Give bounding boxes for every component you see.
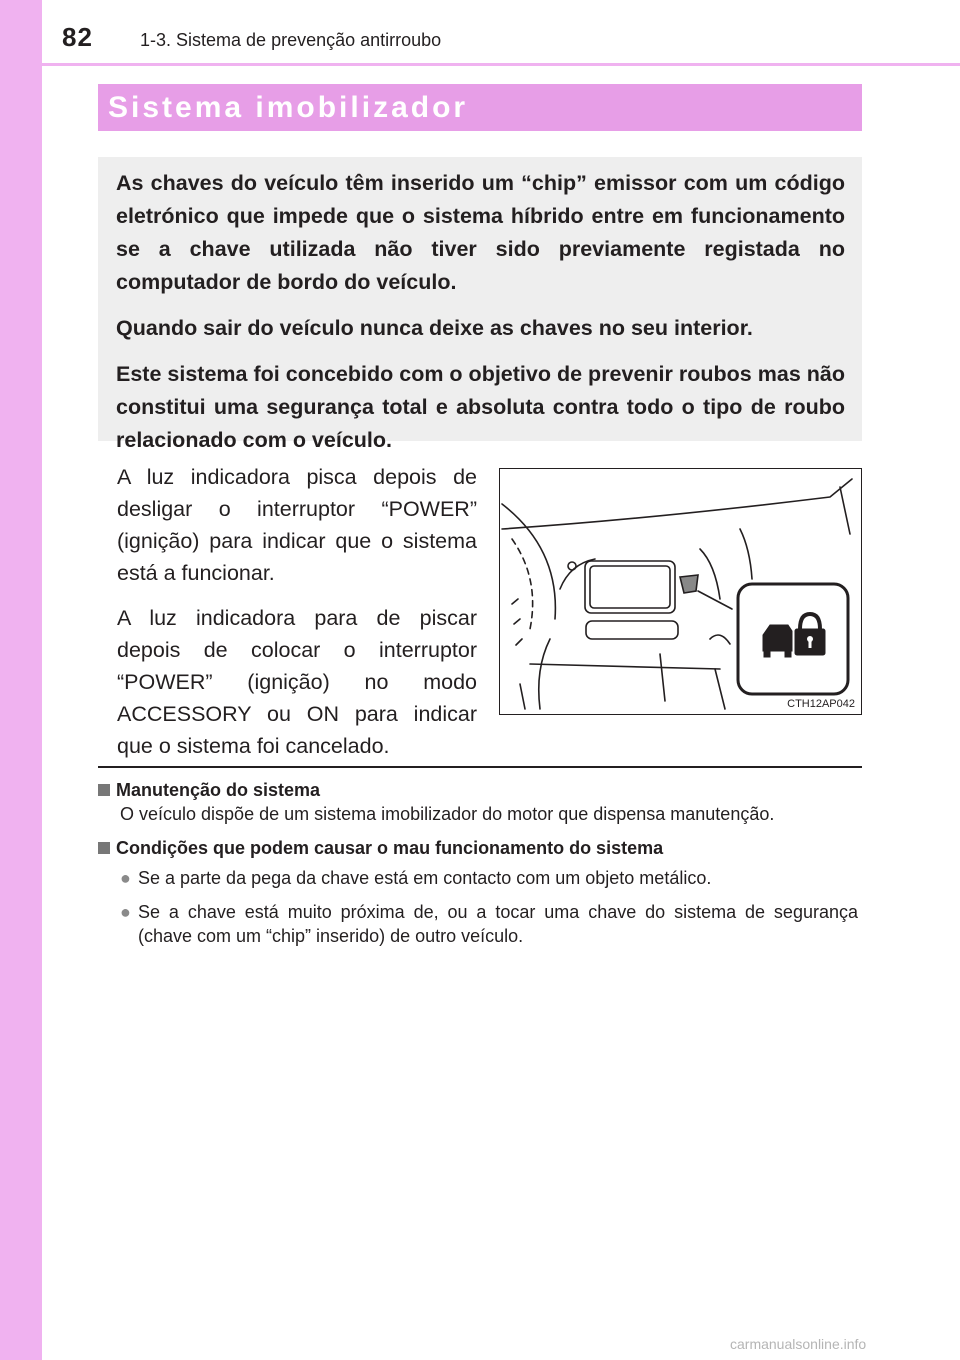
circle-bullet-icon: ● (120, 868, 131, 888)
body-paragraph: A luz indicadora para de piscar depois de colocar o interruptor “POWER” (ignição) no modo ACCESSORY ou ON para indicar que o sistema foi cancelado. (117, 606, 477, 758)
list-item (120, 866, 858, 890)
figure-code: CTH12AP042 (787, 698, 855, 710)
body-column (117, 461, 477, 775)
note-text: O veículo dispõe de um sistema imobilizador do motor que dispensa manutenção. (120, 804, 775, 824)
intro-paragraph: As chaves do veículo têm inserido um “chip” emissor com um código eletrónico que impede que o sistema híbrido entre em funcionamento se a chave utilizada não tiver sido previamente registada no computador de bordo do veículo. (116, 171, 845, 294)
dashboard-illustration (499, 468, 862, 715)
square-bullet-icon (98, 784, 110, 796)
section-divider (98, 766, 862, 768)
note-heading (98, 836, 858, 860)
intro-box (98, 157, 862, 452)
square-bullet-icon (98, 842, 110, 854)
chapter-side-strip (0, 0, 42, 1360)
note-heading (98, 778, 858, 802)
section-title: Sistema imobilizador (98, 84, 862, 131)
intro-paragraph: Quando sair do veículo nunca deixe as chaves no seu interior. (116, 316, 753, 340)
note-heading-text: Condições que podem causar o mau funcionamento do sistema (116, 838, 664, 858)
note-heading-text: Manutenção do sistema (116, 780, 321, 800)
watermark: carmanualsonline.info (730, 1336, 867, 1352)
circle-bullet-icon: ● (120, 902, 131, 922)
list-item-text: Se a chave está muito próxima de, ou a tocar uma chave do sistema de segurança (chave com um “chip” inserido) de outro veículo. (138, 902, 858, 946)
intro-paragraph: Este sistema foi concebido com o objetivo de prevenir roubos mas não constitui uma segurança total e absoluta contra todo o tipo de roubo relacionado com o veículo. (116, 362, 845, 452)
dashboard-drawing (500, 469, 862, 715)
body-paragraph: A luz indicadora pisca depois de desligar o interruptor “POWER” (ignição) para indicar que o sistema está a funcionar. (117, 465, 477, 585)
list-item (120, 900, 858, 948)
page-number: 82 (62, 22, 93, 52)
chapter-title: 1-3. Sistema de prevenção antirroubo (140, 30, 442, 50)
notes-section (98, 778, 858, 958)
list-item-text: Se a parte da pega da chave está em contacto com um objeto metálico. (138, 868, 712, 888)
header-rule (42, 63, 960, 66)
